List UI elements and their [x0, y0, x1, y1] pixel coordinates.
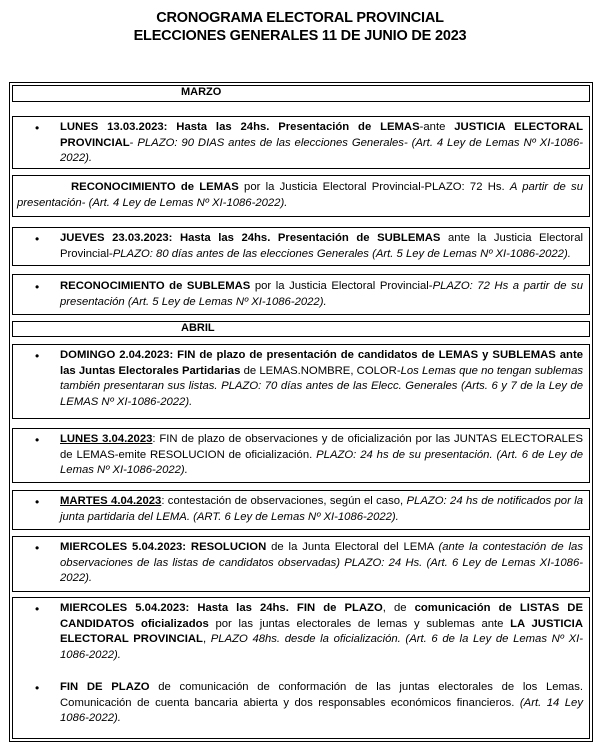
schedule-row-resolution — [12, 536, 590, 592]
entry-date: LUNES 3.04.2023 — [60, 433, 153, 445]
schedule-text — [60, 120, 583, 167]
schedule-row-answer-observations — [12, 490, 590, 530]
entry-bold: JUSTICIA ELECTORAL PROVINCIAL — [60, 121, 583, 149]
entry-deadline: PLAZO: 72 Hs a partir de su presentación (Art. 5 Ley de Lemas Nº XI-1086-2022). — [60, 280, 583, 308]
schedule-text — [60, 348, 583, 410]
schedule-text — [60, 279, 583, 310]
schedule-table — [9, 82, 593, 742]
entry-bold: MIERCOLES 5.04.2023: Hasta las 24hs. FIN de PLAZO — [60, 602, 383, 614]
entry-bold: MIERCOLES 5.04.2023: RESOLUCION — [60, 541, 267, 553]
schedule-row-observations — [12, 428, 590, 483]
entry-text: -ante — [419, 121, 455, 133]
entry-text: : FIN de plazo de observaciones y de oficialización por las JUNTAS ELECTORALES de LEMAS-emite RESOLUCION de oficialización. — [60, 433, 583, 461]
entry-bold: Hasta las 24hs. Presentación de LEMAS — [167, 121, 420, 133]
schedule-text — [60, 680, 583, 727]
entry-date: MARTES 4.04.2023 — [60, 495, 162, 507]
entry-bold: JUEVES 23.03.2023: Hasta las 24hs. Presentación de SUBLEMAS — [60, 232, 441, 244]
month-label: ABRIL — [181, 322, 215, 334]
month-label: MARZO — [181, 86, 222, 98]
entry-text: por la Justicia Electoral Provincial- — [250, 280, 433, 292]
bullet-icon: • — [35, 121, 40, 135]
schedule-row-candidates-deadline — [12, 344, 590, 419]
entry-text: , — [202, 633, 211, 646]
schedule-text — [17, 180, 583, 211]
entry-bold: FIN DE PLAZO — [60, 681, 150, 693]
schedule-text — [60, 601, 583, 663]
entry-date: LUNES 13.03.2023: — [60, 121, 168, 133]
entry-bold: DOMINGO 2.04.2023: FIN de plazo de presentación de candidatos de LEMAS y SUBLEMAS ante las Juntas Electorales Partidarias — [60, 349, 583, 377]
entry-deadline: (Art. 14 Ley 1086-2022). — [60, 696, 583, 725]
entry-text: por la Justicia Electoral Provincial-PLAZO: 72 Hs. — [238, 181, 510, 193]
entry-deadline: A partir de su presentación- (Art. 4 Ley de Lemas Nº XI-1086-2022). — [17, 181, 583, 209]
schedule-row-sublemas-presentation — [12, 227, 590, 266]
bullet-icon: • — [35, 232, 40, 246]
bullet-icon: • — [35, 602, 40, 616]
entry-text: de comunicación de conformación de las juntas electorales de los Lemas. Comunicación de cuenta bancaria abierta y dos responsables económicos financieros. — [60, 681, 583, 709]
month-header-marzo — [12, 85, 590, 102]
schedule-row-sublemas-recognition — [12, 274, 590, 315]
entry-deadline: PLAZO: 24 hs de notificados por la junta partidaria del LEMA. (ART. 6 Ley de Lemas Nº XI-1086-2022). — [60, 495, 584, 523]
schedule-row-lemas-presentation — [12, 116, 590, 169]
entry-bold: RECONOCIMIENTO de SUBLEMAS — [60, 280, 251, 292]
entry-text: por las juntas electorales de lemas y sublemas ante — [208, 617, 511, 630]
entry-text: de LEMAS.NOMBRE, COLOR- — [240, 364, 401, 377]
entry-text: , de — [382, 602, 415, 614]
bullet-icon: • — [35, 433, 40, 447]
schedule-text — [60, 231, 583, 262]
schedule-text — [60, 540, 583, 587]
bullet-icon: • — [35, 495, 40, 509]
entry-deadline: Los Lemas que no tengan sublemas también presentaran sus listas. PLAZO: 70 días antes de las Elecc. Generales (Arts. 6 y 7 de la Ley de LEMAS Nº XI-1086-2022). — [60, 364, 583, 408]
bullet-icon: • — [35, 349, 40, 363]
entry-bold: comunicación de LISTAS DE CANDIDATOS oficializados — [60, 602, 584, 630]
entry-text: ante la Justicia Electoral Provincial- — [60, 232, 583, 260]
schedule-row-lemas-recognition — [12, 175, 590, 217]
bullet-icon: • — [35, 681, 40, 695]
page-title: CRONOGRAMA ELECTORAL PROVINCIAL — [156, 10, 444, 26]
month-header-abril — [12, 321, 590, 337]
entry-text: : contestación de observaciones, según el caso, — [161, 495, 407, 507]
entry-text: de la Junta Electoral del LEMA — [266, 541, 439, 553]
entry-bold: LA JUSTICIA ELECTORAL PROVINCIAL — [60, 617, 583, 646]
bullet-icon: • — [35, 541, 40, 555]
bullet-icon: • — [35, 280, 40, 294]
entry-bold: RECONOCIMIENTO de LEMAS — [71, 181, 239, 193]
entry-deadline: (ante la contestación de las observaciones de las listas de candidatos observadas) PLAZO: 24 Hs. (Art. 6 Ley de Lemas XI-1086-2022). — [60, 541, 583, 585]
schedule-text — [60, 494, 583, 525]
entry-text: - — [129, 136, 138, 149]
entry-deadline: PLAZO: 24 hs de su presentación. (Art. 6 de Ley de Lemas Nº XI-1086-2022). — [60, 448, 583, 477]
entry-deadline: PLAZO: 90 DIAS antes de las elecciones Generales- (Art. 4 Ley de Lemas Nº XI-1086-2022). — [60, 136, 583, 165]
schedule-text — [60, 432, 583, 479]
page-subtitle: ELECCIONES GENERALES 11 DE JUNIO DE 2023 — [133, 28, 467, 44]
entry-deadline: PLAZO 48hs. desde la oficialización. (Art. 6 de la Ley de Lemas Nº XI-1086-2022). — [60, 633, 584, 661]
schedule-row-lists-communication — [12, 597, 590, 739]
entry-deadline: PLAZO: 80 días antes de las elecciones Generales (Art. 5 Ley de Lemas Nº XI-1086-2022). — [112, 247, 571, 260]
